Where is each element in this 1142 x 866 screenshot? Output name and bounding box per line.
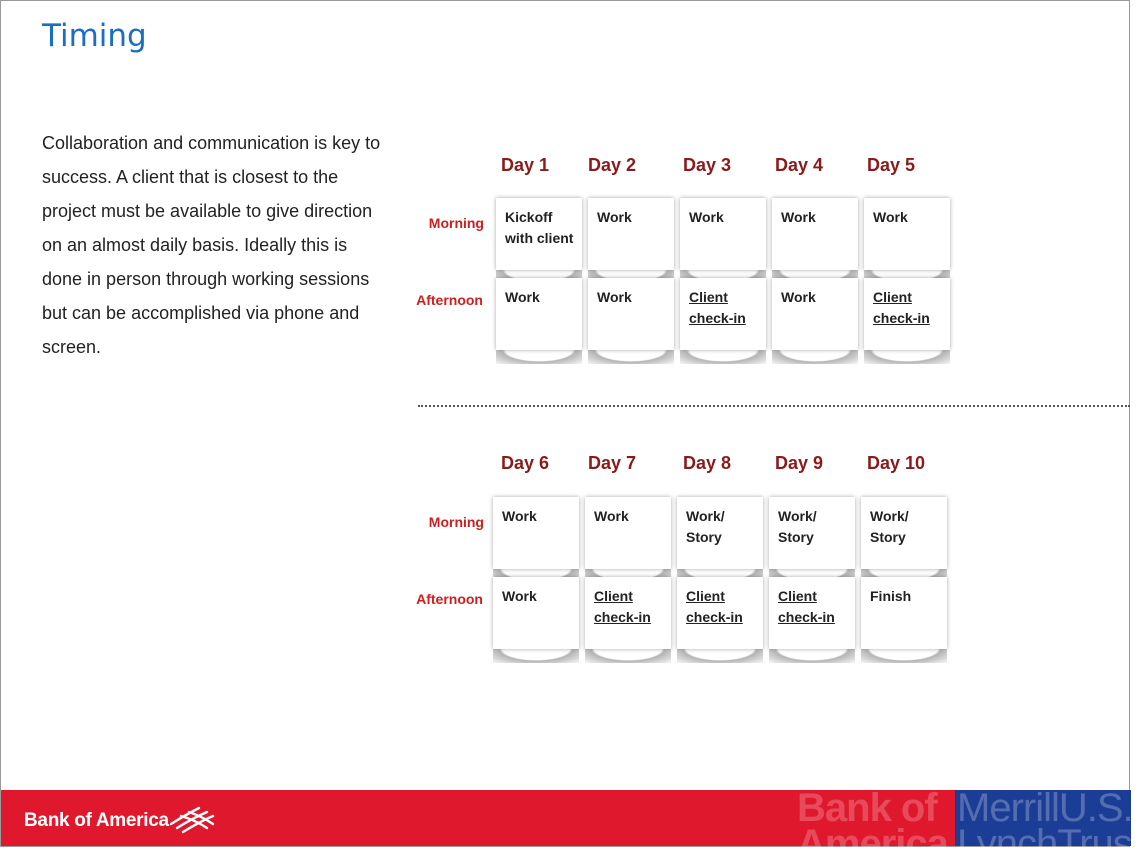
day-label: Day 6: [501, 453, 550, 473]
afternoon-card: [864, 278, 950, 350]
card-text: Story: [686, 529, 722, 545]
client-checkin-link[interactable]: Client: [594, 588, 633, 604]
morning-card: [588, 198, 674, 270]
card-text: Work: [689, 209, 724, 225]
footer-watermark-left: Bank of America: [797, 786, 948, 866]
page-title: Timing: [42, 18, 147, 54]
morning-card: [677, 497, 763, 569]
card-text: Kickoff: [505, 209, 553, 225]
card-shadow: [864, 350, 950, 364]
card-shadow: [861, 649, 947, 663]
afternoon-card: [861, 577, 947, 649]
afternoon-card: [677, 577, 763, 649]
footer-bar: [1, 786, 1142, 866]
footer-watermark-right: MerrillU.S. LynchTrust: [957, 786, 1142, 866]
card-text: with client: [505, 230, 574, 246]
day-label: Day 5: [867, 155, 916, 175]
day-label: Day 3: [683, 155, 732, 175]
card-text: Work: [873, 209, 908, 225]
card-text: Work/: [686, 508, 725, 524]
afternoon-card: [680, 278, 766, 350]
client-checkin-link[interactable]: check-in: [686, 609, 743, 625]
morning-card: [864, 198, 950, 270]
brand-logo-text: Bank of America: [24, 810, 169, 831]
client-checkin-link[interactable]: Client: [873, 289, 912, 305]
card-text: Work: [594, 508, 629, 524]
card-text: Work: [502, 588, 537, 604]
afternoon-card: [585, 577, 671, 649]
card-shadow: [493, 649, 579, 663]
card-shadow: [496, 350, 582, 364]
card-text: Work: [781, 209, 816, 225]
day-label: Day 7: [588, 453, 637, 473]
client-checkin-link[interactable]: check-in: [689, 310, 746, 326]
card-text: Work: [781, 289, 816, 305]
client-checkin-link[interactable]: check-in: [594, 609, 651, 625]
card-text: Work: [505, 289, 540, 305]
day-label: Day 4: [775, 155, 824, 175]
day-label: Day 2: [588, 155, 637, 175]
card-shadow: [588, 350, 674, 364]
flag-logo-icon: [169, 804, 215, 834]
card-shadow: [677, 649, 763, 663]
morning-card: [680, 198, 766, 270]
card-text: Finish: [870, 588, 912, 604]
day-label: Day 1: [501, 155, 550, 175]
day-label: Day 9: [775, 453, 824, 473]
row-label-morning: Morning: [428, 514, 484, 530]
client-checkin-link[interactable]: check-in: [873, 310, 930, 326]
morning-card: [496, 198, 582, 270]
card-text: Work/: [870, 508, 909, 524]
morning-card: [861, 497, 947, 569]
morning-card: [769, 497, 855, 569]
afternoon-card: [769, 577, 855, 649]
card-text: Story: [778, 529, 814, 545]
client-checkin-link[interactable]: check-in: [778, 609, 835, 625]
morning-card: [493, 497, 579, 569]
client-checkin-link[interactable]: Client: [689, 289, 728, 305]
card-text: Work: [597, 289, 632, 305]
afternoon-card: [772, 278, 858, 350]
client-checkin-link[interactable]: Client: [686, 588, 725, 604]
card-shadow: [769, 649, 855, 663]
row-label-morning: Morning: [428, 215, 484, 231]
client-checkin-link[interactable]: Client: [778, 588, 817, 604]
card-shadow: [585, 649, 671, 663]
card-shadow: [772, 350, 858, 364]
card-shadow: [680, 350, 766, 364]
row-label-afternoon: Afternoon: [416, 591, 483, 607]
row-label-afternoon: Afternoon: [416, 292, 483, 308]
card-text: Story: [870, 529, 906, 545]
afternoon-card: [496, 278, 582, 350]
morning-card: [585, 497, 671, 569]
morning-card: [772, 198, 858, 270]
day-label: Day 10: [867, 453, 926, 473]
card-text: Work/: [778, 508, 817, 524]
day-label: Day 8: [683, 453, 732, 473]
card-text: Work: [502, 508, 537, 524]
afternoon-card: [493, 577, 579, 649]
week-divider: [418, 405, 1130, 407]
afternoon-card: [588, 278, 674, 350]
card-text: Work: [597, 209, 632, 225]
description-text: Collaboration and communication is key to success. A client that is closest to the project must be available to give direction on an almost daily basis. Ideally this is done in person through working sessions but can be accomplished via phone and screen.: [42, 133, 381, 357]
